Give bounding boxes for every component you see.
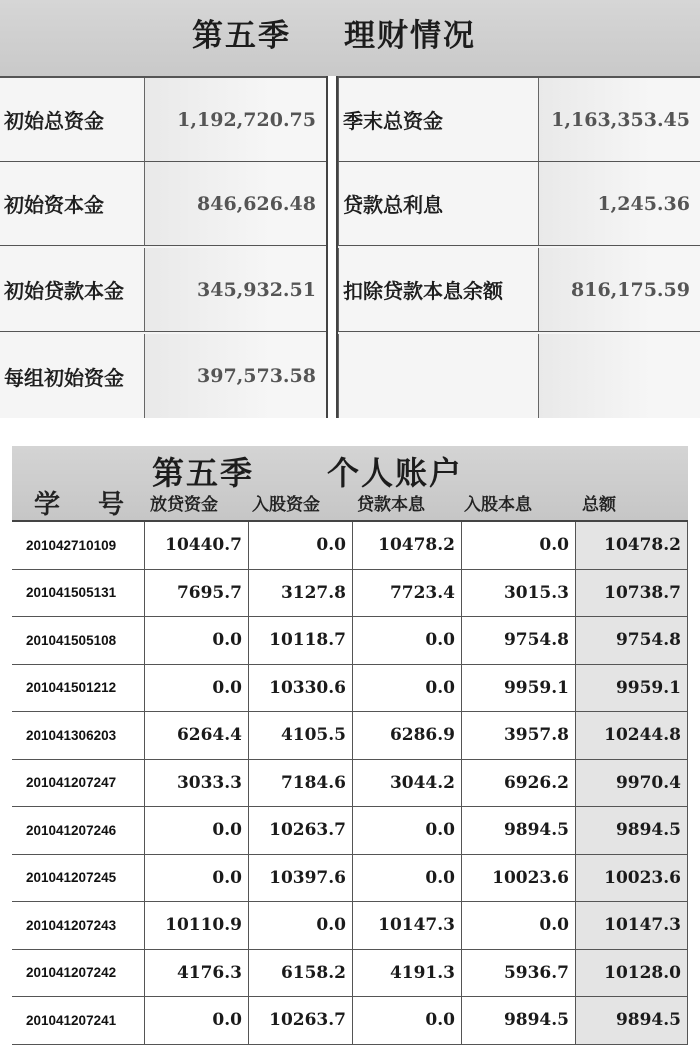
loan-principal-interest-cell: 3044.2 xyxy=(353,760,462,807)
student-id-cell: 201041207242 xyxy=(12,950,145,997)
table-row xyxy=(12,712,688,760)
student-id-cell: 201041207241 xyxy=(12,997,145,1044)
loan-principal-interest-cell: 0.0 xyxy=(353,617,462,664)
accounts-header xyxy=(12,446,688,520)
share-principal-interest-cell: 6926.2 xyxy=(462,760,576,807)
value-initial-total-funds: 1,192,720.75 xyxy=(145,78,326,162)
total-cell: 10023.6 xyxy=(576,855,688,902)
student-id-cell: 201041505131 xyxy=(12,570,145,617)
table-row xyxy=(12,902,688,950)
column-header-share-funds: 入股资金 xyxy=(252,495,320,515)
finance-title: 理财情况 xyxy=(344,18,476,54)
share-principal-interest-cell: 5936.7 xyxy=(462,950,576,997)
lending-funds-cell: 6264.4 xyxy=(145,712,249,759)
empty-value-cell xyxy=(539,334,700,418)
loan-principal-interest-cell: 10147.3 xyxy=(353,902,462,949)
label-group-initial-funds: 每组初始资金 xyxy=(0,334,145,418)
label-initial-capital: 初始资本金 xyxy=(0,162,145,246)
share-funds-cell: 10397.6 xyxy=(249,855,353,902)
total-cell: 10738.7 xyxy=(576,570,688,617)
share-funds-cell: 6158.2 xyxy=(249,950,353,997)
total-cell: 9894.5 xyxy=(576,807,688,854)
table-row xyxy=(12,760,688,808)
share-funds-cell: 10263.7 xyxy=(249,997,353,1044)
share-funds-cell: 7184.6 xyxy=(249,760,353,807)
loan-principal-interest-cell: 6286.9 xyxy=(353,712,462,759)
table-row xyxy=(12,617,688,665)
share-principal-interest-cell: 3957.8 xyxy=(462,712,576,759)
table-row xyxy=(12,950,688,998)
student-id-cell: 201041306203 xyxy=(12,712,145,759)
lending-funds-cell: 3033.3 xyxy=(145,760,249,807)
total-cell: 10147.3 xyxy=(576,902,688,949)
value-group-initial-funds: 397,573.58 xyxy=(145,334,326,418)
lending-funds-cell: 4176.3 xyxy=(145,950,249,997)
share-funds-cell: 0.0 xyxy=(249,522,353,569)
lending-funds-cell: 7695.7 xyxy=(145,570,249,617)
student-id-cell: 201041207246 xyxy=(12,807,145,854)
loan-principal-interest-cell: 0.0 xyxy=(353,997,462,1044)
share-funds-cell: 3127.8 xyxy=(249,570,353,617)
label-balance-after-loan: 扣除贷款本息余额 xyxy=(338,248,539,332)
student-id-cell: 201042710109 xyxy=(12,522,145,569)
share-funds-cell: 10118.7 xyxy=(249,617,353,664)
table-row xyxy=(12,570,688,618)
column-header-total: 总额 xyxy=(582,495,616,515)
share-principal-interest-cell: 9959.1 xyxy=(462,665,576,712)
student-id-cell: 201041207247 xyxy=(12,760,145,807)
share-principal-interest-cell: 9894.5 xyxy=(462,997,576,1044)
share-principal-interest-cell: 9894.5 xyxy=(462,807,576,854)
loan-principal-interest-cell: 0.0 xyxy=(353,855,462,902)
column-header-share-principal-interest: 入股本息 xyxy=(464,495,532,515)
share-funds-cell: 4105.5 xyxy=(249,712,353,759)
column-header-student-id: 学号 xyxy=(34,490,163,520)
table-row xyxy=(12,855,688,903)
column-divider xyxy=(326,76,338,418)
personal-accounts-panel xyxy=(12,446,688,1038)
lending-funds-cell: 0.0 xyxy=(145,997,249,1044)
finance-summary-header xyxy=(0,0,700,78)
loan-principal-interest-cell: 7723.4 xyxy=(353,570,462,617)
loan-principal-interest-cell: 4191.3 xyxy=(353,950,462,997)
lending-funds-cell: 10110.9 xyxy=(145,902,249,949)
total-cell: 10244.8 xyxy=(576,712,688,759)
table-row xyxy=(12,665,688,713)
column-header-lending-funds: 放贷资金 xyxy=(150,495,218,515)
share-principal-interest-cell: 0.0 xyxy=(462,522,576,569)
accounts-season-label: 第五季 xyxy=(152,454,255,492)
label-season-end-total-funds: 季末总资金 xyxy=(338,78,539,162)
lending-funds-cell: 0.0 xyxy=(145,807,249,854)
value-balance-after-loan: 816,175.59 xyxy=(539,248,700,332)
label-initial-loan-principal: 初始贷款本金 xyxy=(0,248,145,332)
loan-principal-interest-cell: 0.0 xyxy=(353,665,462,712)
total-cell: 10478.2 xyxy=(576,522,688,569)
lending-funds-cell: 10440.7 xyxy=(145,522,249,569)
lending-funds-cell: 0.0 xyxy=(145,665,249,712)
share-principal-interest-cell: 9754.8 xyxy=(462,617,576,664)
total-cell: 9970.4 xyxy=(576,760,688,807)
empty-label-cell xyxy=(338,334,539,418)
column-header-loan-principal-interest: 贷款本息 xyxy=(357,495,425,515)
lending-funds-cell: 0.0 xyxy=(145,855,249,902)
total-cell: 9754.8 xyxy=(576,617,688,664)
student-id-cell: 201041501212 xyxy=(12,665,145,712)
table-row xyxy=(12,807,688,855)
finance-summary-panel xyxy=(0,0,700,418)
share-principal-interest-cell: 10023.6 xyxy=(462,855,576,902)
total-cell: 9959.1 xyxy=(576,665,688,712)
share-principal-interest-cell: 0.0 xyxy=(462,902,576,949)
total-cell: 10128.0 xyxy=(576,950,688,997)
value-initial-loan-principal: 345,932.51 xyxy=(145,248,326,332)
share-funds-cell: 10263.7 xyxy=(249,807,353,854)
total-cell: 9894.5 xyxy=(576,997,688,1044)
value-season-end-total-funds: 1,163,353.45 xyxy=(539,78,700,162)
share-principal-interest-cell: 3015.3 xyxy=(462,570,576,617)
table-row xyxy=(12,997,688,1045)
student-id-cell: 201041207243 xyxy=(12,902,145,949)
accounts-title: 个人账户 xyxy=(327,454,464,492)
student-id-cell: 201041207245 xyxy=(12,855,145,902)
label-total-loan-interest: 贷款总利息 xyxy=(338,162,539,246)
value-total-loan-interest: 1,245.36 xyxy=(539,162,700,246)
value-initial-capital: 846,626.48 xyxy=(145,162,326,246)
lending-funds-cell: 0.0 xyxy=(145,617,249,664)
loan-principal-interest-cell: 10478.2 xyxy=(353,522,462,569)
share-funds-cell: 0.0 xyxy=(249,902,353,949)
finance-season-label: 第五季 xyxy=(192,18,291,54)
loan-principal-interest-cell: 0.0 xyxy=(353,807,462,854)
accounts-table xyxy=(12,520,688,1045)
share-funds-cell: 10330.6 xyxy=(249,665,353,712)
table-row xyxy=(12,522,688,570)
student-id-cell: 201041505108 xyxy=(12,617,145,664)
label-initial-total-funds: 初始总资金 xyxy=(0,78,145,162)
